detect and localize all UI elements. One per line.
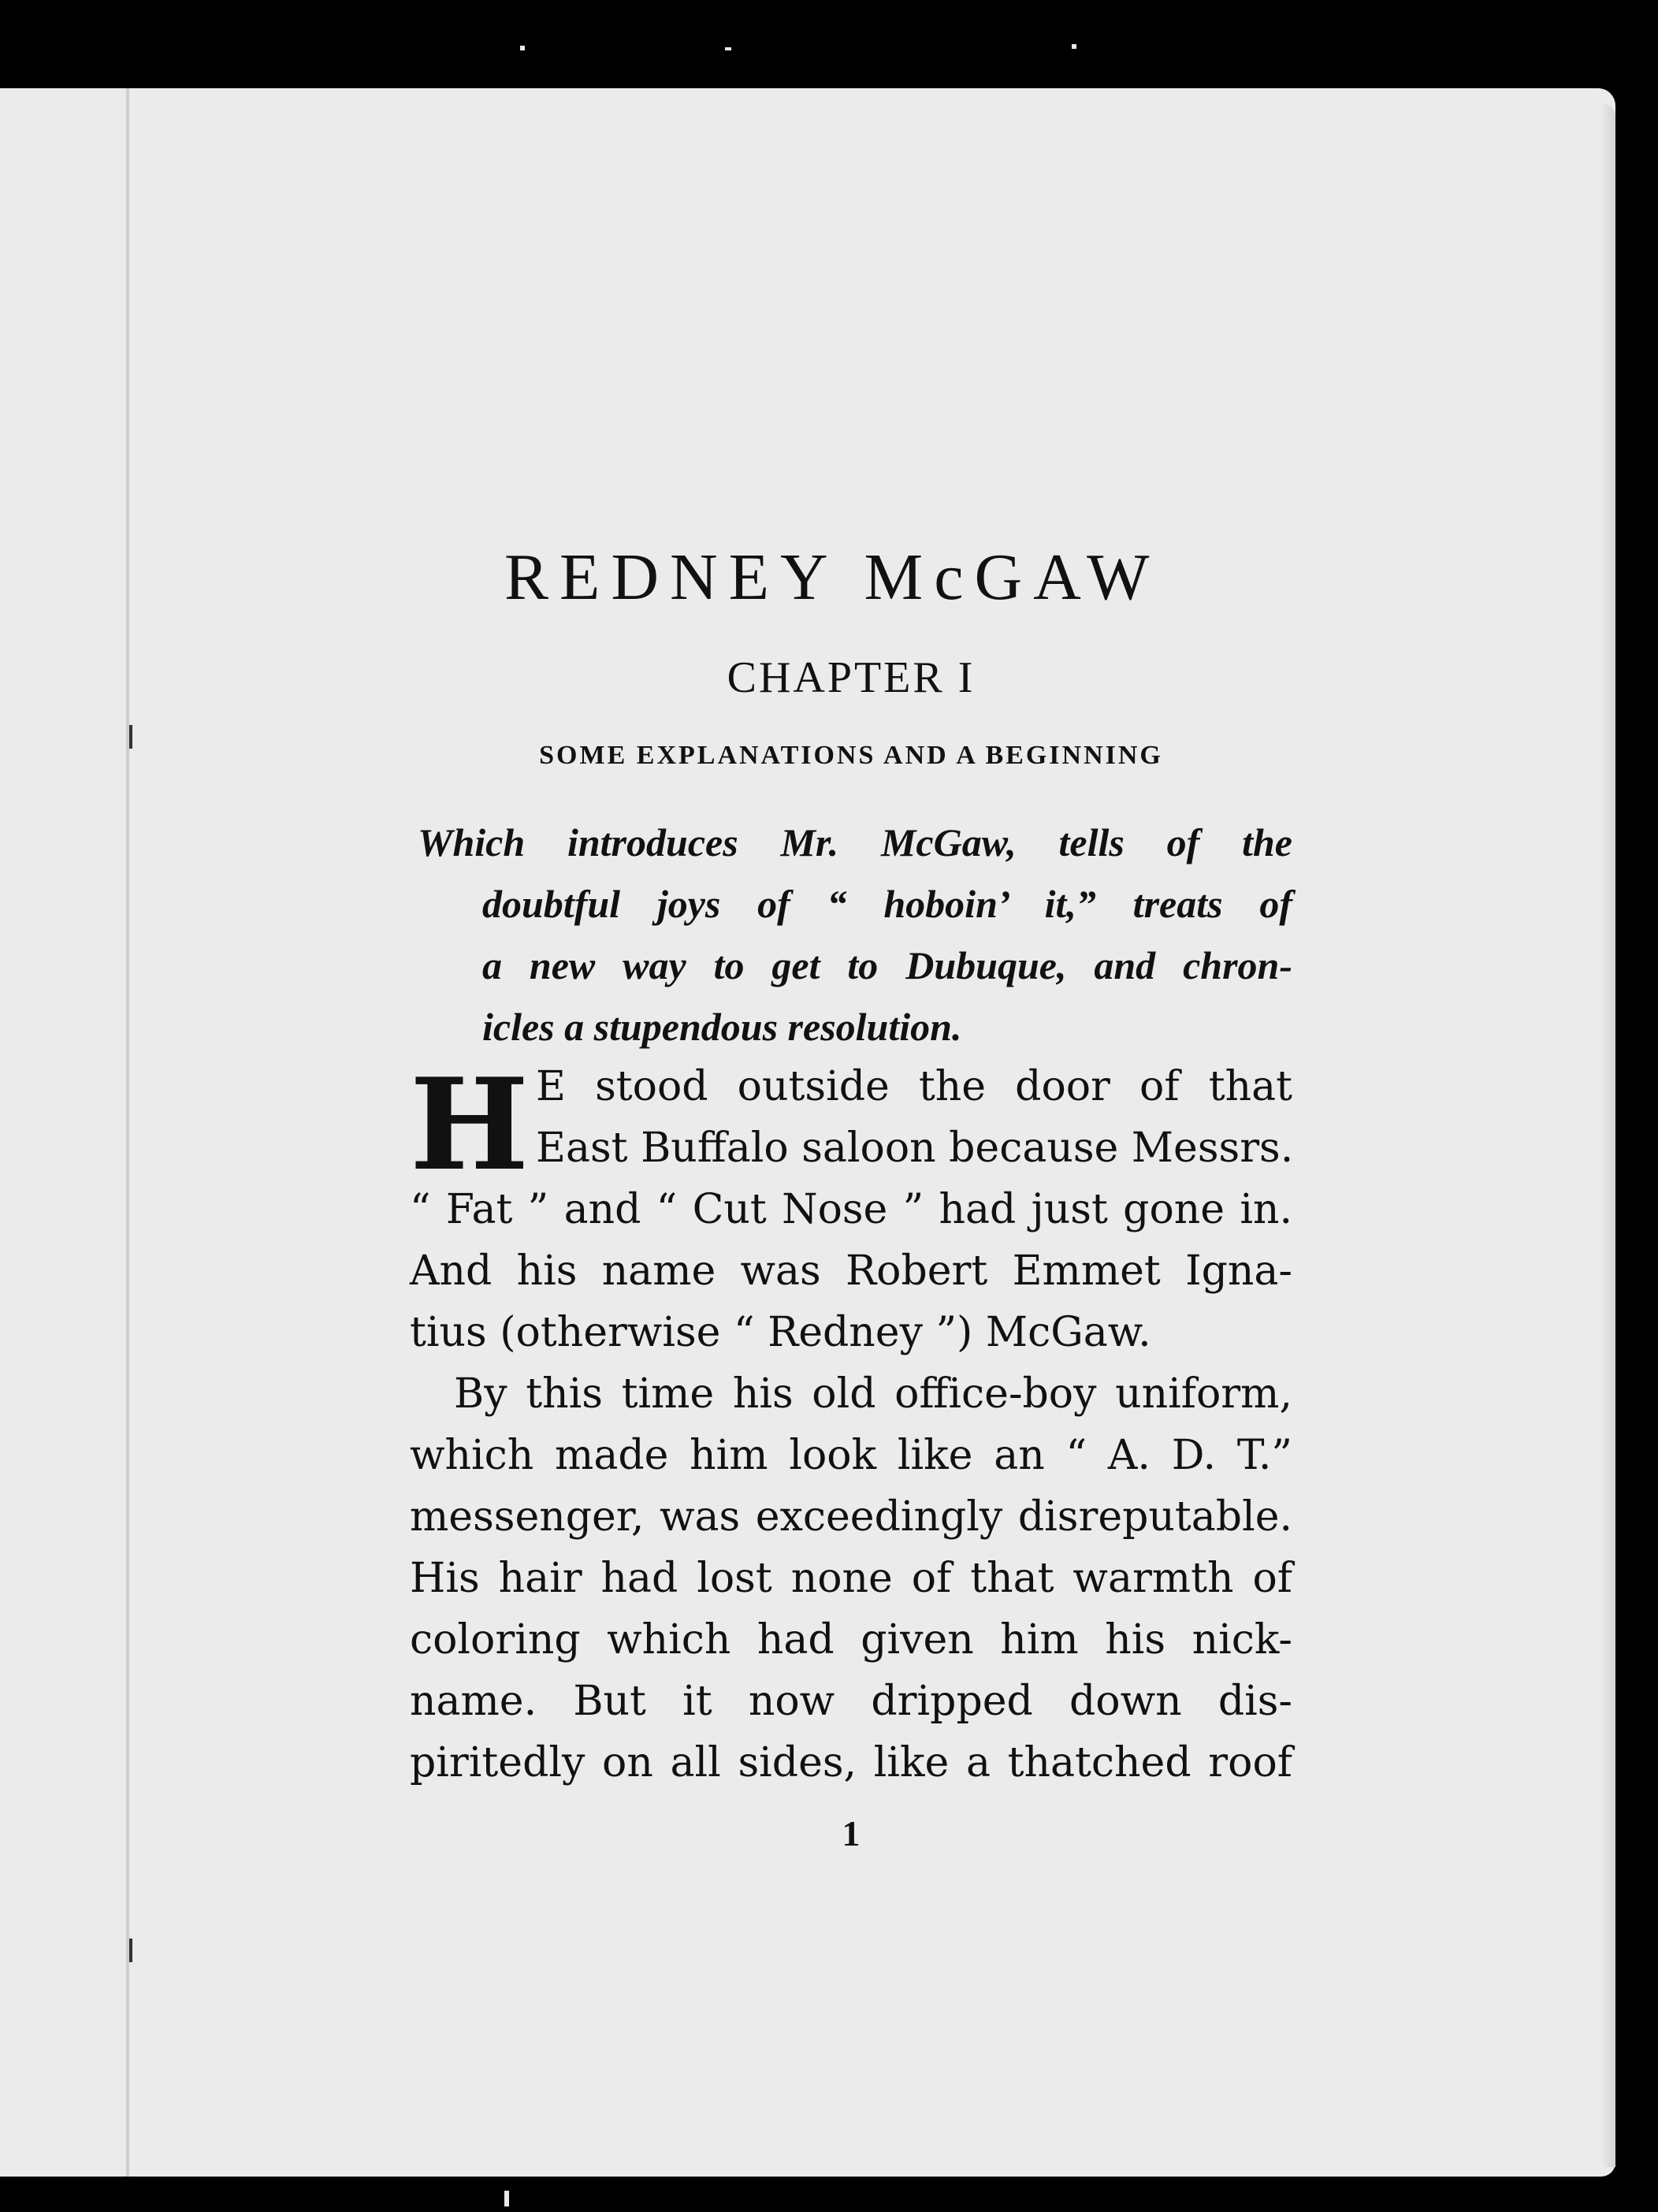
body-line: messenger, was exceedingly disreputable. <box>410 1493 1292 1541</box>
body-line: E stood outside the door of that <box>536 1063 1292 1110</box>
body-line: coloring which had given him his nick- <box>410 1616 1292 1664</box>
page-number: 1 <box>842 1813 861 1853</box>
drop-cap: H <box>410 1050 530 1199</box>
body-line: “ Fat ” and “ Cut Nose ” had just gone in. <box>410 1186 1292 1233</box>
chapter-heading: CHAPTER I <box>727 653 976 702</box>
chapter-synopsis <box>418 812 1292 1058</box>
scan-speck <box>504 2191 509 2206</box>
body-line: which made him look like an “ A. D. T.” <box>410 1432 1292 1479</box>
body-line: East Buffalo saloon because Messrs. <box>536 1125 1294 1172</box>
margin-mark <box>129 725 132 749</box>
scan-speck <box>520 46 525 50</box>
synopsis-line: icles a stupendous resolution. <box>482 1005 962 1049</box>
body-line: tius (otherwise “ Redney ”) McGaw. <box>410 1309 1151 1356</box>
body-line: His hair had lost none of that warmth of <box>410 1555 1292 1602</box>
margin-mark <box>129 1939 132 1962</box>
page-edge-shadow <box>1601 102 1615 2167</box>
body-line: By this time his old office-boy uniform, <box>454 1370 1292 1418</box>
body-line: And his name was Robert Emmet Igna- <box>410 1247 1292 1295</box>
scan-speck <box>725 47 731 50</box>
synopsis-line: doubtful joys of “ hoboin’ it,” treats of <box>482 882 1292 926</box>
chapter-subtitle: SOME EXPLANATIONS AND A BEGINNING <box>539 741 1163 770</box>
body-text <box>410 1050 1294 1794</box>
scan-speck <box>1072 44 1076 49</box>
body-line: name. But it now dripped down dis- <box>410 1678 1292 1725</box>
body-line: piritedly on all sides, like a thatched roof <box>410 1739 1292 1786</box>
book-title: REDNEY McGAW <box>504 541 1161 615</box>
synopsis-line: Which introduces Mr. McGaw, tells of the <box>418 820 1292 864</box>
synopsis-line: a new way to get to Dubuque, and chron- <box>482 943 1292 987</box>
page-gutter <box>126 88 129 2177</box>
